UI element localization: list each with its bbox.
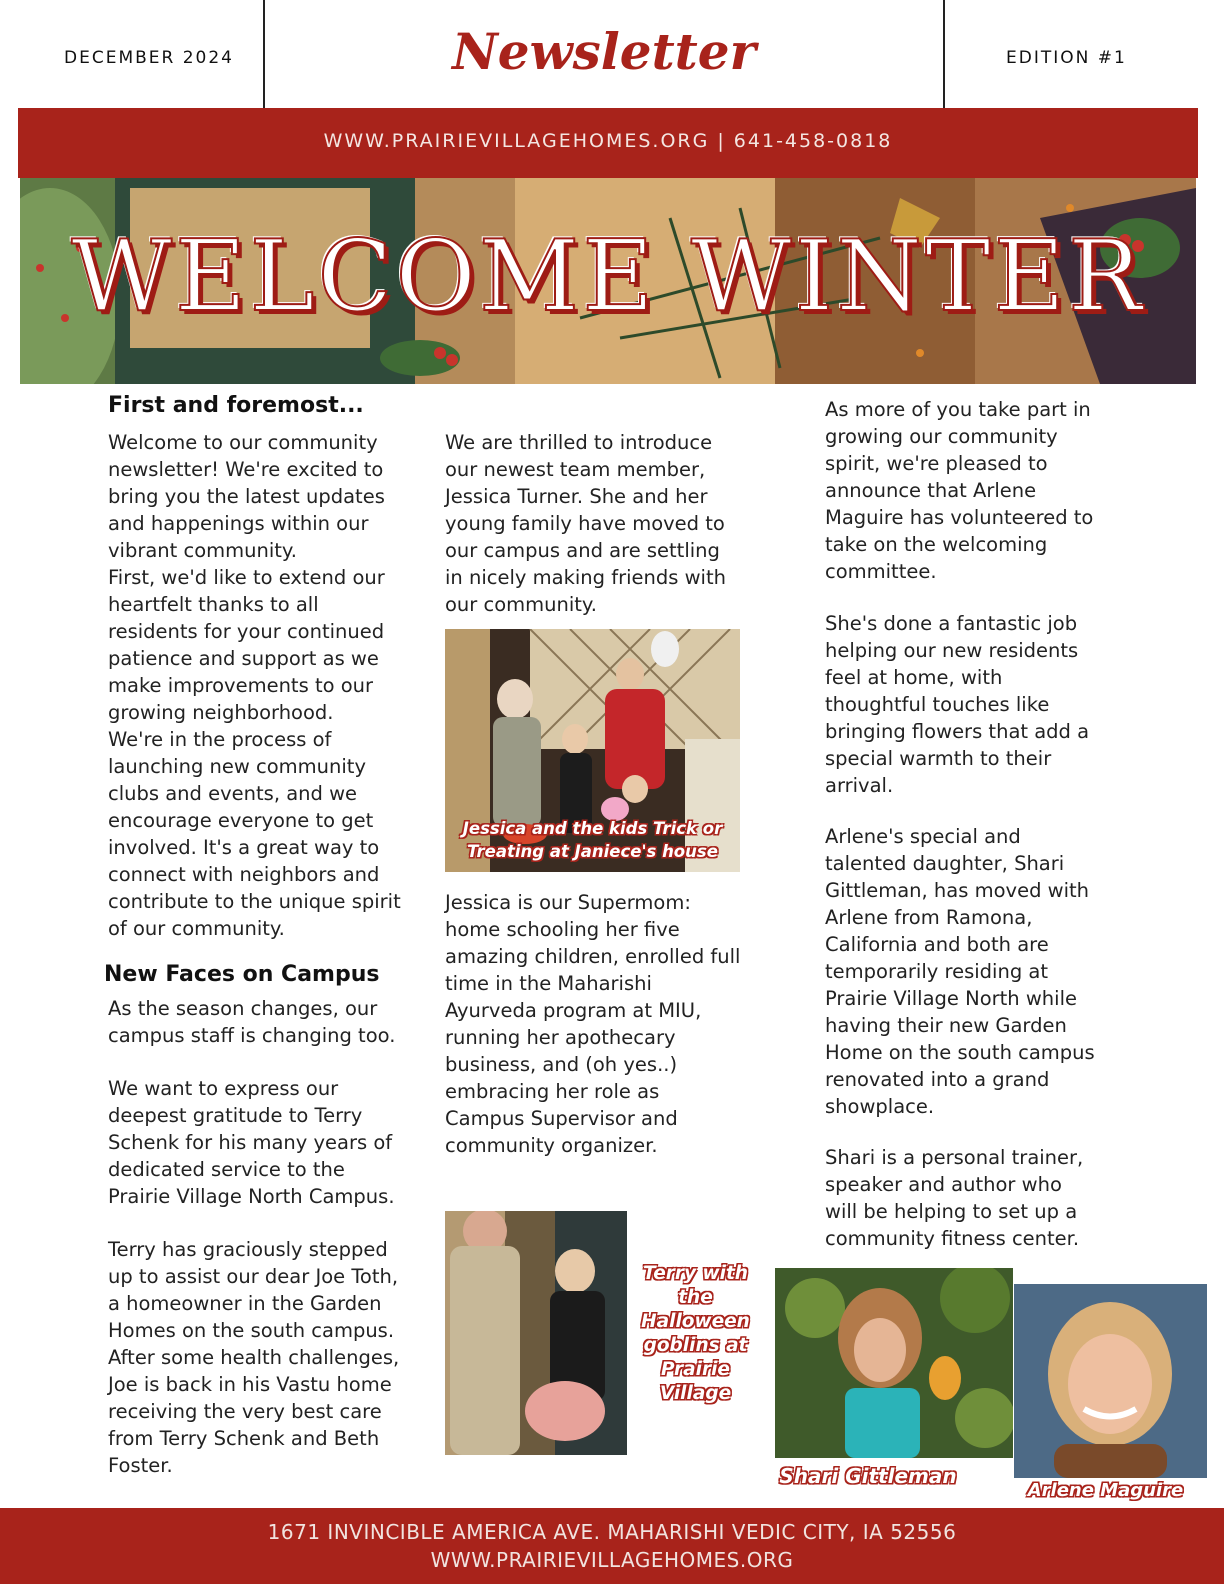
issue-date: DECEMBER 2024: [64, 48, 234, 68]
jessica-supermom-paragraph: Jessica is our Supermom: home schooling her five amazing children, enrolled full time in the Maharishi Ayurveda program at MIU, running her apothecary business, and (oh yes..) embracing her role as Campus Supervisor and community organizer.: [445, 891, 741, 1157]
heading-new-faces: New Faces on Campus: [104, 962, 380, 987]
new-faces-paragraph-3: Terry has graciously stepped up to assist our dear Joe Toth, a homeowner in the Garden Homes on the south campus. After some health challenges, Joe is back in his Vastu home receiving the very best care from Terry Schenk and Beth Foster.: [108, 1238, 400, 1477]
footer-address: 1671 INVINCIBLE AMERICA AVE. MAHARISHI VEDIC CITY, IA 52556: [267, 1520, 957, 1544]
jessica-photo-caption: Jessica and the kids Trick or Treating at Janiece's house: [462, 819, 723, 861]
arlene-photo-caption: Arlene Maguire: [1027, 1480, 1184, 1501]
contact-bar: WWW.PRAIRIEVILLAGEHOMES.ORG | 641-458-0818: [18, 108, 1198, 178]
heading-first-and-foremost: First and foremost...: [108, 393, 364, 418]
arlene-helping-paragraph: She's done a fantastic job helping our new residents feel at home, with thoughtful touches like bringing flowers that add a special warmth to their arrival.: [825, 612, 1090, 797]
new-faces-paragraph-2: We want to express our deepest gratitude to Terry Schenk for his many years of dedicated service to the Prairie Village North Campus.: [108, 1077, 395, 1208]
edition-number: EDITION #1: [1006, 48, 1127, 68]
new-faces-paragraph-1: As the season changes, our campus staff is changing too.: [108, 997, 396, 1047]
arlene-welcome-paragraph: As more of you take part in growing our community spirit, we're pleased to announce that Arlene Maguire has volunteered to take on the welcoming committee.: [825, 398, 1094, 583]
terry-halloween-photo: [445, 1211, 627, 1455]
shari-photo-caption: Shari Gittleman: [779, 1464, 957, 1488]
intro-paragraph: Welcome to our community newsletter! We're excited to bring you the latest updates and happenings within our vibrant community. First, we'd like to extend our heartfelt thanks to all residents for your continued patience and support as we make improvements to our growing neighborhood. We're in the process of launching new community clubs and events, and we encourage everyone to get involved. It's a great way to connect with neighbors and contribute to the unique spirit of our community.: [108, 431, 401, 940]
terry-photo-caption: Terry with the Halloween goblins at Prairie Village: [641, 1263, 750, 1404]
arlene-maguire-photo: [1014, 1284, 1207, 1478]
newsletter-title: Newsletter: [452, 22, 756, 81]
banner-headline: WELCOME WINTER: [71, 220, 1145, 334]
shari-trainer-paragraph: Shari is a personal trainer, speaker and author who will be helping to set up a community fitness center.: [825, 1146, 1084, 1250]
welcome-banner: [20, 178, 1196, 384]
footer-website: WWW.PRAIRIEVILLAGEHOMES.ORG: [430, 1548, 794, 1572]
jessica-intro-paragraph: We are thrilled to introduce our newest team member, Jessica Turner. She and her young family have moved to our campus and are settling in nicely making friends with our community.: [445, 431, 726, 616]
shari-gittleman-photo: [775, 1268, 1013, 1458]
footer-bar: [0, 1508, 1224, 1584]
header-divider-right: [943, 0, 945, 108]
shari-move-paragraph: Arlene's special and talented daughter, Shari Gittleman, has moved with Arlene from Ramona, California and both are temporarily residing at Prairie Village North while having their new Garden Home on the south campus renovated into a grand showplace.: [825, 825, 1095, 1118]
jessica-trick-or-treat-photo: [445, 629, 740, 872]
